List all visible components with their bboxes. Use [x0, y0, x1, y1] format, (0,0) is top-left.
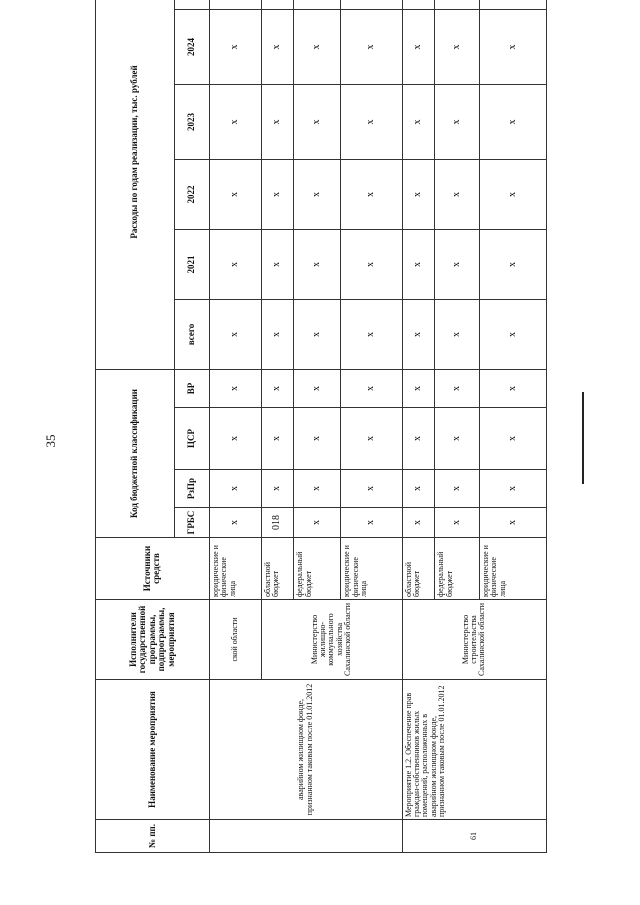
executor-cell: Министерство строительства Сахалинской области [402, 600, 547, 680]
rzpr-cell: х [209, 470, 261, 508]
source-cell: юридические и физические лица [209, 538, 261, 600]
y2025-cell [480, 0, 547, 9]
y2021-cell: х [294, 229, 341, 299]
vr-cell: х [480, 369, 547, 407]
y2023-cell: х [261, 84, 294, 159]
y2021-cell: х [209, 229, 261, 299]
header-vr: ВР [174, 369, 209, 407]
header-total: всего [174, 299, 209, 369]
header-2021: 2021 [174, 229, 209, 299]
y2025-cell [341, 0, 402, 9]
source-cell: юридические и физические лица [341, 538, 402, 600]
rzpr-cell: х [294, 470, 341, 508]
source-cell: областной бюджет [261, 538, 294, 600]
page-number: 35 [43, 434, 58, 448]
y2022-cell: х [341, 159, 402, 229]
rzpr-cell: х [435, 470, 480, 508]
total-cell: х [294, 299, 341, 369]
csr-cell: х [480, 408, 547, 470]
executor-cell: ской области [209, 600, 261, 680]
source-cell: юридические и физические лица [480, 538, 547, 600]
y2024-cell: х [480, 9, 547, 84]
header-2022: 2022 [174, 159, 209, 229]
header-source: Источники средств [96, 538, 210, 600]
header-2023: 2023 [174, 84, 209, 159]
y2023-cell: х [294, 84, 341, 159]
y2023-cell: х [435, 84, 480, 159]
total-cell: х [261, 299, 294, 369]
y2025-cell [294, 0, 341, 9]
csr-cell: х [209, 408, 261, 470]
rotated-table-wrapper [95, 35, 547, 853]
source-cell: федеральный бюджет [294, 538, 341, 600]
y2024-cell: х [209, 9, 261, 84]
header-csr: ЦСР [174, 408, 209, 470]
header-num: № пп. [96, 820, 210, 853]
csr-cell: х [294, 408, 341, 470]
y2025-cell [261, 0, 294, 9]
header-name: Наименование мероприятия [96, 680, 210, 820]
vr-cell: х [261, 369, 294, 407]
total-cell: х [402, 299, 435, 369]
row-num-cell [209, 820, 402, 853]
csr-cell: х [402, 408, 435, 470]
header-expenses-group: Расходы по годам реализации, тыс. рублей [96, 0, 175, 369]
y2025-cell [402, 0, 435, 9]
y2024-cell: х [261, 9, 294, 84]
y2025-cell [209, 0, 261, 9]
vr-cell: х [435, 369, 480, 407]
rzpr-cell: х [480, 470, 547, 508]
header-2025 [174, 0, 209, 9]
total-cell: х [435, 299, 480, 369]
vr-cell: х [402, 369, 435, 407]
y2021-cell: х [435, 229, 480, 299]
y2024-cell: х [435, 9, 480, 84]
executor-cell: Министерство жилищно-коммунального хозяйства Сахалинской области [261, 600, 402, 680]
y2023-cell: х [209, 84, 261, 159]
y2023-cell: х [402, 84, 435, 159]
y2023-cell: х [480, 84, 547, 159]
y2021-cell: х [402, 229, 435, 299]
vr-cell: х [294, 369, 341, 407]
y2024-cell: х [294, 9, 341, 84]
y2023-cell: х [341, 84, 402, 159]
grbs-cell: х [480, 508, 547, 538]
table-row [402, 0, 435, 853]
total-cell: х [341, 299, 402, 369]
total-cell: х [480, 299, 547, 369]
y2025-cell [435, 0, 480, 9]
y2022-cell: х [435, 159, 480, 229]
header-code-group: Код бюджетной классификации [96, 369, 175, 537]
divider-rule [582, 392, 584, 484]
header-rzpr: РзПр [174, 470, 209, 508]
mera-name: Мероприятие 1.2. Обеспечение прав граждан-собственников жилых помещений, расположенных в аварийном жилищном фонде, признанном таковым после 01.01.2012 [402, 680, 547, 820]
csr-cell: х [261, 408, 294, 470]
row-num: 61 [402, 820, 547, 853]
rzpr-cell: х [402, 470, 435, 508]
grbs-cell: 018 [261, 508, 294, 538]
y2022-cell: х [402, 159, 435, 229]
header-grbs: ГРБС [174, 508, 209, 538]
source-cell: федеральный бюджет [435, 538, 480, 600]
header-executors: Исполнители государственной программы, подпрограммы, мероприятия [96, 600, 210, 680]
grbs-cell: х [435, 508, 480, 538]
y2021-cell: х [341, 229, 402, 299]
y2022-cell: х [261, 159, 294, 229]
y2024-cell: х [402, 9, 435, 84]
csr-cell: х [341, 408, 402, 470]
grbs-cell: х [294, 508, 341, 538]
table-row [209, 0, 261, 853]
grbs-cell: х [402, 508, 435, 538]
vr-cell: х [209, 369, 261, 407]
grbs-cell: х [209, 508, 261, 538]
source-cell: областной бюджет [402, 538, 435, 600]
budget-table [95, 0, 547, 853]
csr-cell: х [435, 408, 480, 470]
y2022-cell: х [480, 159, 547, 229]
y2024-cell: х [341, 9, 402, 84]
y2022-cell: х [294, 159, 341, 229]
grbs-cell: х [341, 508, 402, 538]
vr-cell: х [341, 369, 402, 407]
y2021-cell: х [261, 229, 294, 299]
rzpr-cell: х [261, 470, 294, 508]
y2022-cell: х [209, 159, 261, 229]
total-cell: х [209, 299, 261, 369]
rzpr-cell: х [341, 470, 402, 508]
header-2024: 2024 [174, 9, 209, 84]
mera-name: аварийном жилищном фонде, признанном таковым после 01.01.2012 [209, 680, 402, 820]
y2021-cell: х [480, 229, 547, 299]
